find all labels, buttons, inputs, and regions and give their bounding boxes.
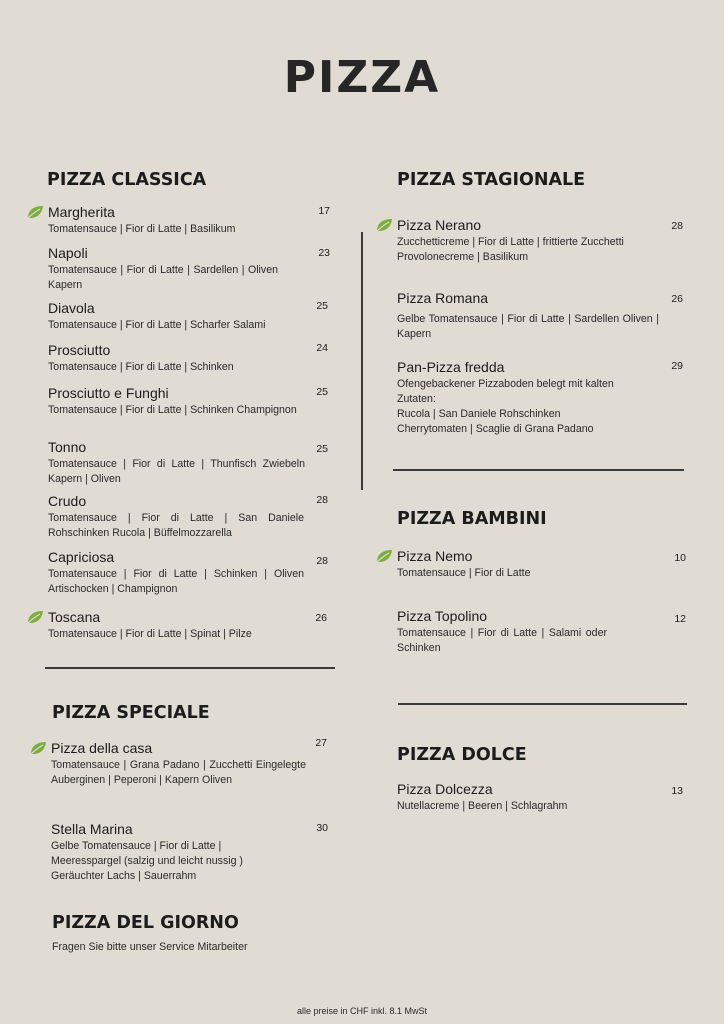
leaf-icon: [375, 217, 393, 233]
divider: [398, 703, 687, 705]
menu-item-prosciutto-funghi: [48, 385, 301, 418]
item-name: Pizza Topolino: [397, 608, 488, 624]
item-name: Pan-Pizza fredda: [397, 359, 505, 375]
desc-line: Provolonecreme | Basilikum: [397, 251, 529, 263]
leaf-icon: [26, 204, 44, 220]
menu-item-napoli: [48, 245, 278, 293]
item-desc: Tomatensauce | Fior di Latte | Salami oder Schinken: [397, 627, 607, 654]
desc-line: Zucchetticreme | Fior di Latte | frittierte Zucchetti: [397, 236, 624, 248]
page-title: PIZZA: [283, 52, 441, 103]
item-name: Prosciutto: [48, 342, 111, 358]
item-name: Pizza Nerano: [397, 217, 667, 233]
menu-item-romana: [397, 290, 659, 342]
menu-item-diavola: [48, 300, 304, 333]
menu-item-toscana: [48, 609, 304, 642]
item-price: 17: [318, 205, 330, 217]
item-desc: [397, 235, 667, 265]
desc-line: Zutaten:: [397, 393, 436, 405]
menu-item-pan-pizza: [397, 359, 659, 437]
item-desc: Tomatensauce | Fior di Latte | Schinken: [48, 361, 234, 373]
menu-item-crudo: [48, 493, 304, 541]
menu-item-prosciutto: [48, 342, 304, 375]
leaf-icon: [29, 740, 47, 756]
desc-line: Gelbe Tomatensauce | Fior di Latte |: [51, 840, 222, 852]
menu-item-stella-marina: [51, 821, 306, 884]
item-name: Prosciutto e Funghi: [48, 385, 169, 401]
item-desc: Tomatensauce | Fior di Latte: [397, 567, 531, 579]
leaf-icon: [26, 609, 44, 625]
item-name: Stella Marina: [51, 821, 133, 837]
item-desc: Tomatensauce | Fior di Latte | Schinken Champignon: [48, 404, 297, 416]
item-name: Pizza Nemo: [397, 548, 657, 564]
section-heading-classica: PIZZA CLASSICA: [47, 170, 207, 190]
column-divider: [361, 232, 363, 490]
item-name: Toscana: [48, 609, 304, 625]
item-desc: Tomatensauce | Fior di Latte | Scharfer Salami: [48, 319, 266, 331]
item-price: 26: [315, 612, 327, 624]
item-price: 28: [316, 555, 328, 567]
divider: [393, 469, 684, 471]
menu-item-topolino: [397, 608, 607, 656]
desc-line: Ofengebackener Pizzaboden belegt mit kalten: [397, 378, 614, 390]
item-name: Pizza Dolcezza: [397, 781, 493, 797]
price-footnote: alle preise in CHF inkl. 8.1 MwSt: [296, 1006, 428, 1016]
menu-item-della-casa: [51, 740, 306, 788]
item-price: 28: [671, 220, 683, 232]
item-price: 25: [316, 386, 328, 398]
item-desc: Gelbe Tomatensauce | Fior di Latte | Sardellen Oliven | Kapern: [397, 313, 659, 340]
menu-item-nemo: [397, 548, 657, 581]
item-price: 10: [674, 552, 686, 564]
desc-line: Meeresspargel (salzig und leicht nussig ): [51, 855, 243, 867]
desc-line: Rucola | San Daniele Rohschinken: [397, 408, 561, 420]
item-desc: Tomatensauce | Fior di Latte | Thunfisch Zwiebeln Kapern | Oliven: [48, 458, 305, 485]
item-name: Capriciosa: [48, 549, 115, 565]
item-desc: Tomatensauce | Fior di Latte | Basilikum: [48, 223, 236, 235]
divider: [45, 667, 335, 669]
item-price: 29: [671, 360, 683, 372]
item-desc: Tomatensauce | Fior di Latte | San Daniele Rohschinken Rucola | Büffelmozzarella: [48, 512, 304, 539]
giorno-desc: Fragen Sie bitte unser Service Mitarbeiter: [52, 941, 248, 953]
item-desc: [51, 839, 306, 884]
section-heading-giorno: PIZZA DEL GIORNO: [52, 913, 239, 933]
item-price: 25: [316, 443, 328, 455]
menu-item-dolcezza: [397, 781, 657, 814]
desc-line: Geräuchter Lachs | Sauerrahm: [51, 870, 197, 882]
item-desc: Tomatensauce | Grana Padano | Zucchetti Eingelegte Auberginen | Peperoni | Kapern Oliven: [51, 759, 306, 786]
desc-line: Cherrytomaten | Scaglie di Grana Padano: [397, 423, 594, 435]
item-desc: Nutellacreme | Beeren | Schlagrahm: [397, 800, 568, 812]
item-name: Napoli: [48, 245, 88, 261]
item-price: 27: [315, 737, 327, 749]
item-desc: Tomatensauce | Fior di Latte | Sardellen | Oliven Kapern: [48, 264, 278, 291]
menu-item-nerano: [397, 217, 667, 265]
item-name: Crudo: [48, 493, 87, 509]
menu-item-capriciosa: [48, 549, 304, 597]
section-heading-stagionale: PIZZA STAGIONALE: [397, 170, 586, 190]
item-price: 28: [316, 494, 328, 506]
item-desc: [397, 377, 659, 437]
section-heading-speciale: PIZZA SPECIALE: [52, 703, 210, 723]
item-price: 13: [671, 785, 683, 797]
item-name: Pizza Romana: [397, 290, 489, 306]
leaf-icon: [375, 548, 393, 564]
menu-item-tonno: [48, 439, 305, 487]
item-price: 23: [318, 247, 330, 259]
item-name: Diavola: [48, 300, 95, 316]
item-price: 25: [316, 300, 328, 312]
menu-item-margherita: [48, 204, 304, 237]
item-name: Tonno: [48, 439, 87, 455]
item-desc: Tomatensauce | Fior di Latte | Schinken | Oliven Artischocken | Champignon: [48, 568, 304, 595]
section-heading-dolce: PIZZA DOLCE: [397, 745, 527, 765]
item-price: 24: [316, 342, 328, 354]
item-price: 26: [671, 293, 683, 305]
item-price: 12: [674, 613, 686, 625]
item-name: Margherita: [48, 204, 304, 220]
section-heading-bambini: PIZZA BAMBINI: [397, 509, 547, 529]
item-price: 30: [316, 822, 328, 834]
item-name: Pizza della casa: [51, 740, 306, 756]
item-desc: Tomatensauce | Fior di Latte | Spinat | Pilze: [48, 628, 252, 640]
